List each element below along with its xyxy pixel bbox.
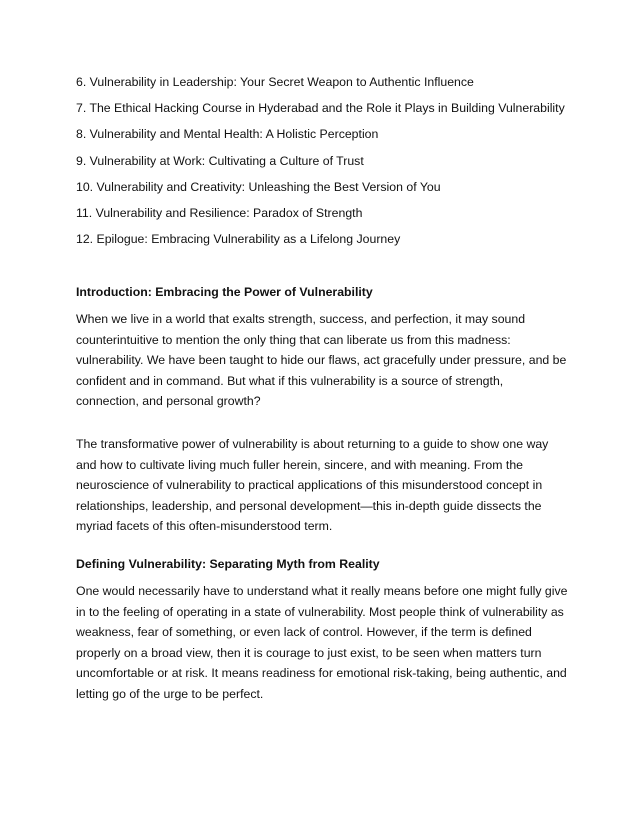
intro-section xyxy=(76,284,568,537)
intro-paragraph-1: When we live in a world that exalts strength, success, and perfection, it may sound counterintuitive to mention the only thing that can liberate us from this madness: vulnerability. We have been taught to hide our flaws, act gracefully under pressure, and be confident and in command. But what if this vulnerability is a source of strength, connection, and personal growth? xyxy=(76,312,567,409)
toc-item-7: 7. The Ethical Hacking Course in Hyderabad and the Role it Plays in Building Vulnerability xyxy=(76,101,565,116)
defining-section xyxy=(76,556,568,705)
toc-item-10: 10. Vulnerability and Creativity: Unleashing the Best Version of You xyxy=(76,179,441,194)
toc-item-11: 11. Vulnerability and Resilience: Paradox of Strength xyxy=(76,205,363,220)
toc-item-6: 6. Vulnerability in Leadership: Your Secret Weapon to Authentic Influence xyxy=(76,75,474,89)
table-of-contents xyxy=(76,74,576,257)
toc-item-9: 9. Vulnerability at Work: Cultivating a Culture of Trust xyxy=(76,153,364,168)
defining-paragraph-1: One would necessarily have to understand what it really means before one might fully give in to the feeling of operating in a state of vulnerability. Most people think of vulnerability as weakness, fear of something, or even lack of control. However, if the term is defined properly on a broad view, then it is courage to just exist, to be seen when matters turn uncomfortable or at risk. It means readiness for emotional risk-taking, being authentic, and letting go of the urge to be perfect. xyxy=(76,584,568,701)
defining-heading: Defining Vulnerability: Separating Myth from Reality xyxy=(76,557,380,571)
toc-item-12: 12. Epilogue: Embracing Vulnerability as a Lifelong Journey xyxy=(76,232,401,247)
toc-item-8: 8. Vulnerability and Mental Health: A Holistic Perception xyxy=(76,127,379,142)
intro-paragraph-2: The transformative power of vulnerability is about returning to a guide to show one way and how to cultivate living much fuller herein, sincere, and with meaning. From the neuroscience of vulnerability to practical applications of this misunderstood concept in relationships, leadership, and personal development—this in-depth guide dissects the myriad facets of this often-misunderstood term. xyxy=(76,436,549,534)
intro-heading: Introduction: Embracing the Power of Vulnerability xyxy=(76,285,373,299)
